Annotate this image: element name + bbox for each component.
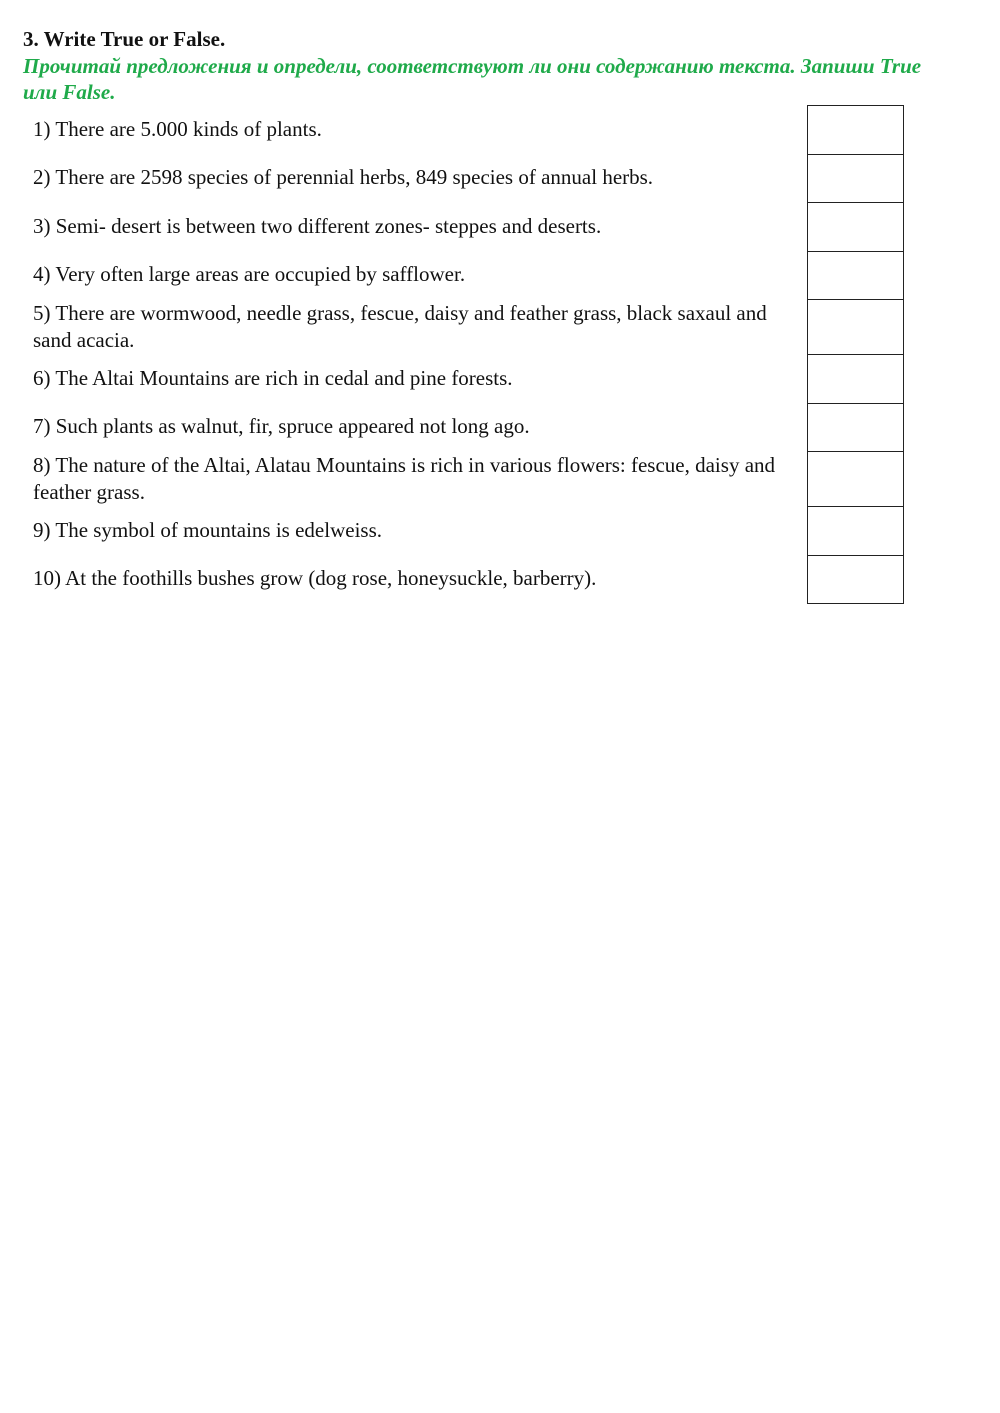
- answer-box[interactable]: [808, 355, 904, 404]
- answer-box[interactable]: [808, 106, 904, 155]
- question-row: [24, 203, 904, 252]
- question-row: [24, 154, 904, 203]
- questions-table: [24, 105, 904, 604]
- question-text: 9) The symbol of mountains is edelweiss.: [33, 517, 382, 542]
- answer-box[interactable]: [808, 452, 904, 507]
- question-row: [24, 106, 904, 155]
- question-row: [24, 403, 904, 452]
- task-title: 3. Write True or False.: [23, 27, 226, 51]
- question-text: 4) Very often large areas are occupied by safflower.: [33, 262, 466, 286]
- answer-box[interactable]: [808, 300, 904, 355]
- question-text: 3) Semi- desert is between two different zones- steppes and deserts.: [33, 213, 602, 238]
- answer-box[interactable]: [808, 403, 904, 452]
- question-row: [24, 355, 904, 404]
- answer-box[interactable]: [808, 154, 904, 203]
- question-text: 7) Such plants as walnut, fir, spruce appeared not long ago.: [33, 414, 530, 438]
- question-text: 2) There are 2598 species of perennial herbs, 849 species of annual herbs.: [33, 165, 654, 189]
- question-row: [24, 555, 904, 604]
- answer-box[interactable]: [808, 203, 904, 252]
- task-instruction: Прочитай предложения и определи, соответствуют ли они содержанию текста. Запиши True или False.: [23, 54, 922, 104]
- question-row: [24, 507, 904, 556]
- question-row: [24, 452, 904, 507]
- question-text: 6) The Altai Mountains are rich in cedal and pine forests.: [33, 365, 513, 390]
- question-text: 10) At the foothills bushes grow (dog rose, honeysuckle, barberry).: [33, 566, 597, 590]
- question-text: 8) The nature of the Altai, Alatau Mountains is rich in various flowers: fescue, daisy and feather grass.: [33, 452, 776, 504]
- question-row: [24, 300, 904, 355]
- answer-box[interactable]: [808, 251, 904, 300]
- answer-box[interactable]: [808, 507, 904, 556]
- question-text: 1) There are 5.000 kinds of plants.: [33, 116, 322, 141]
- question-text: 5) There are wormwood, needle grass, fescue, daisy and feather grass, black saxaul and sand acacia.: [33, 300, 767, 352]
- question-row: [24, 251, 904, 300]
- answer-box[interactable]: [808, 555, 904, 604]
